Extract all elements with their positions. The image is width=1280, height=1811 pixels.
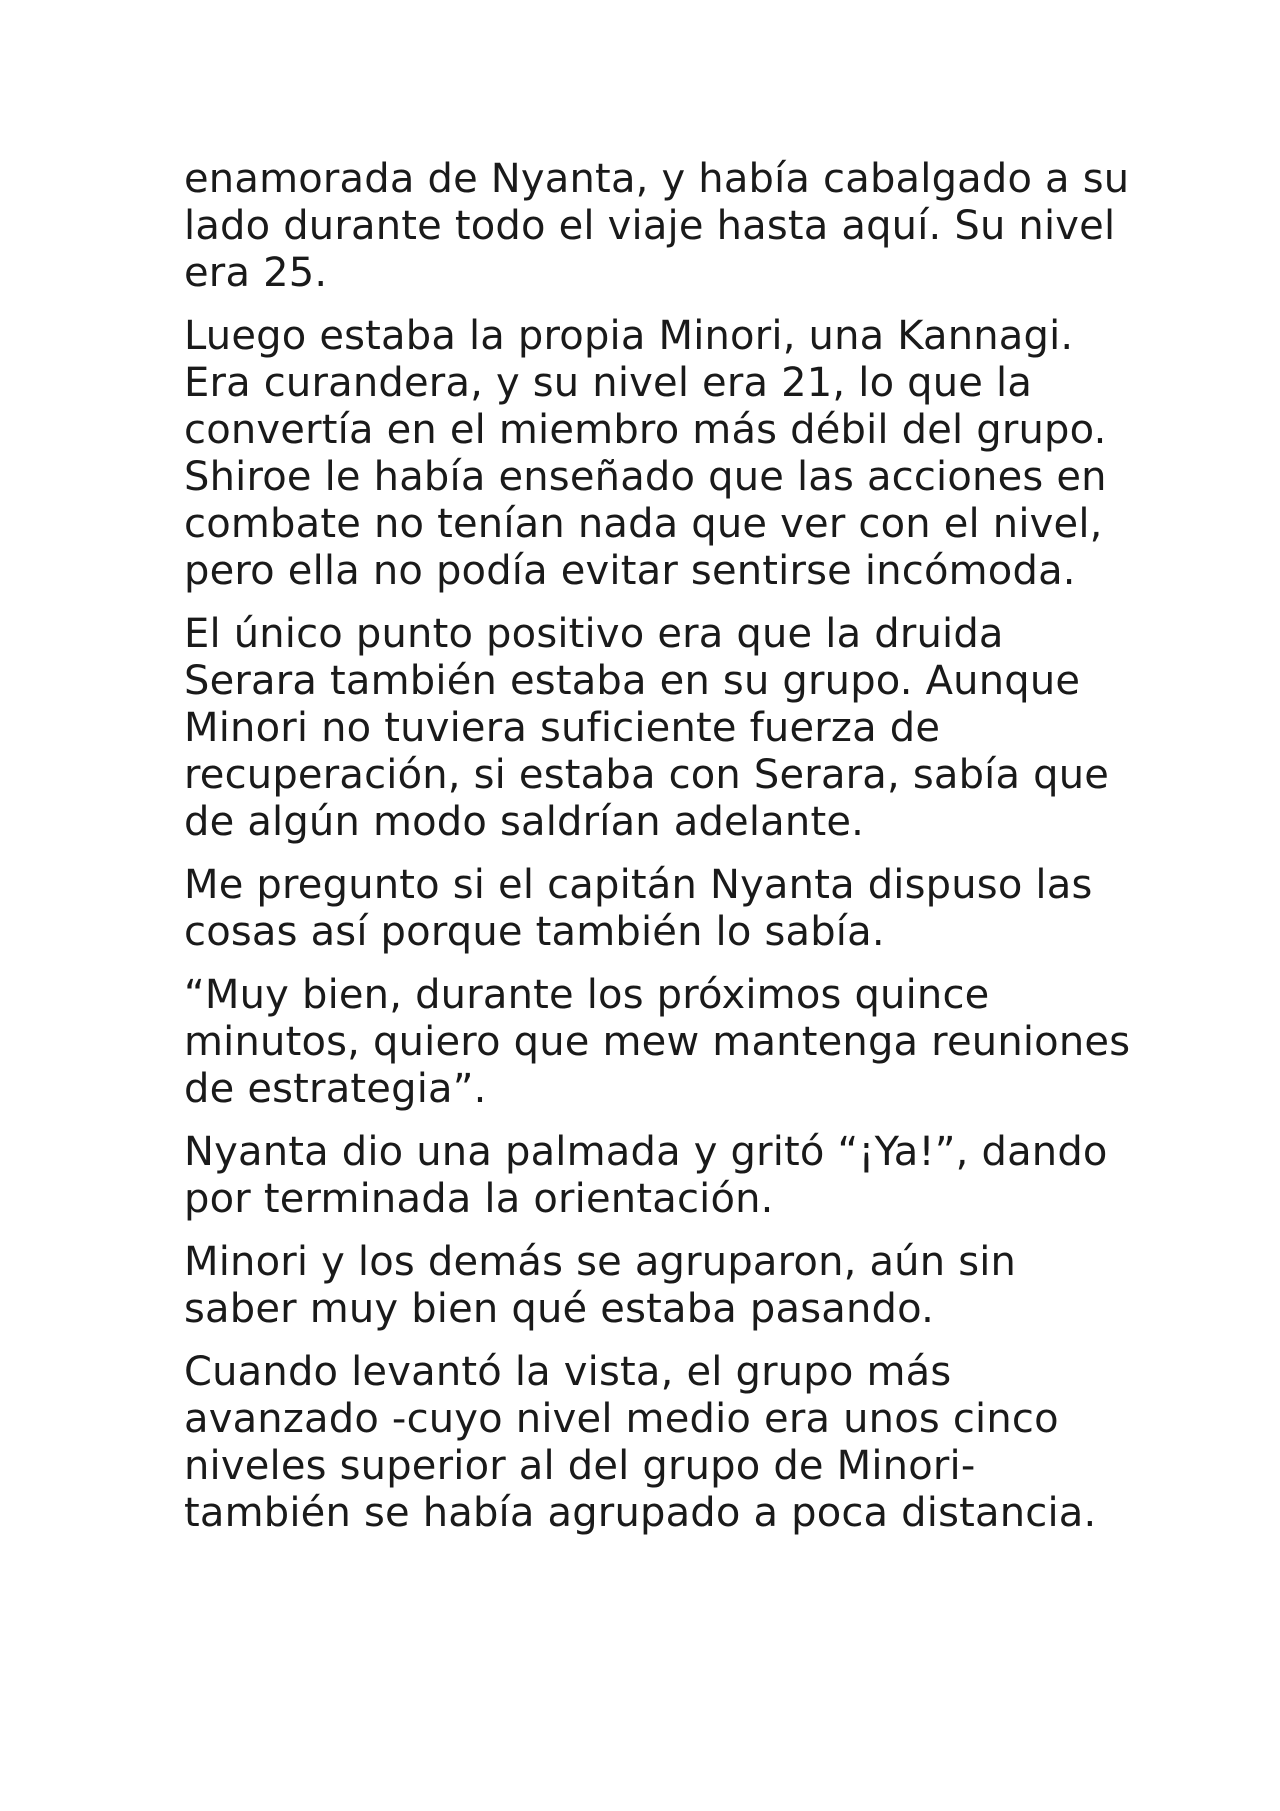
paragraph-6 — [184, 1129, 1124, 1223]
paragraph-5 — [184, 972, 1131, 1113]
paragraph-1 — [184, 156, 1130, 297]
text-line: de algún modo saldrían adelante. — [184, 799, 865, 845]
text-line: por terminada la orientación. — [184, 1176, 774, 1222]
paragraph-8 — [184, 1349, 1124, 1537]
text-line: El único punto positivo era que la druida — [184, 611, 1004, 657]
text-line: Luego estaba la propia Minori, una Kannagi. — [184, 313, 1074, 359]
text-line: Nyanta dio una palmada y gritó “¡Ya!”, dando — [184, 1129, 1108, 1175]
paragraph-7 — [184, 1239, 1124, 1333]
body-text — [184, 156, 1131, 1553]
text-line: lado durante todo el viaje hasta aquí. Su nivel — [184, 203, 1116, 249]
text-line: minutos, quiero que mew mantenga reuniones — [184, 1019, 1131, 1065]
text-line: era 25. — [184, 250, 328, 296]
text-line: niveles superior al del grupo de Minori- — [184, 1443, 976, 1489]
text-line: Me pregunto si el capitán Nyanta dispuso las — [184, 862, 1093, 908]
text-line: Era curandera, y su nivel era 21, lo que la — [184, 360, 1033, 406]
paragraph-4 — [184, 862, 1124, 956]
text-line: combate no tenían nada que ver con el nivel, — [184, 501, 1103, 547]
text-line: saber muy bien qué estaba pasando. — [184, 1286, 935, 1332]
text-line: de estrategia”. — [184, 1066, 487, 1112]
text-line: Minori y los demás se agruparon, aún sin — [184, 1239, 1017, 1285]
text-line: Cuando levantó la vista, el grupo más — [184, 1349, 952, 1395]
text-line: avanzado -cuyo nivel medio era unos cinco — [184, 1396, 1059, 1442]
paragraph-3 — [184, 611, 1124, 846]
text-line: también se había agrupado a poca distancia. — [184, 1490, 1097, 1536]
text-line: recuperación, si estaba con Serara, sabía que — [184, 752, 1110, 798]
text-line: enamorada de Nyanta, y había cabalgado a su — [184, 156, 1130, 202]
text-line: convertía en el miembro más débil del grupo. — [184, 407, 1107, 453]
text-line: Serara también estaba en su grupo. Aunque — [184, 658, 1081, 704]
text-line: Shiroe le había enseñado que las acciones en — [184, 454, 1107, 500]
text-line: cosas así porque también lo sabía. — [184, 909, 885, 955]
text-line: Minori no tuviera suficiente fuerza de — [184, 705, 941, 751]
text-line: pero ella no podía evitar sentirse incómoda. — [184, 548, 1076, 594]
text-line: “Muy bien, durante los próximos quince — [184, 972, 990, 1018]
paragraph-2 — [184, 313, 1124, 595]
